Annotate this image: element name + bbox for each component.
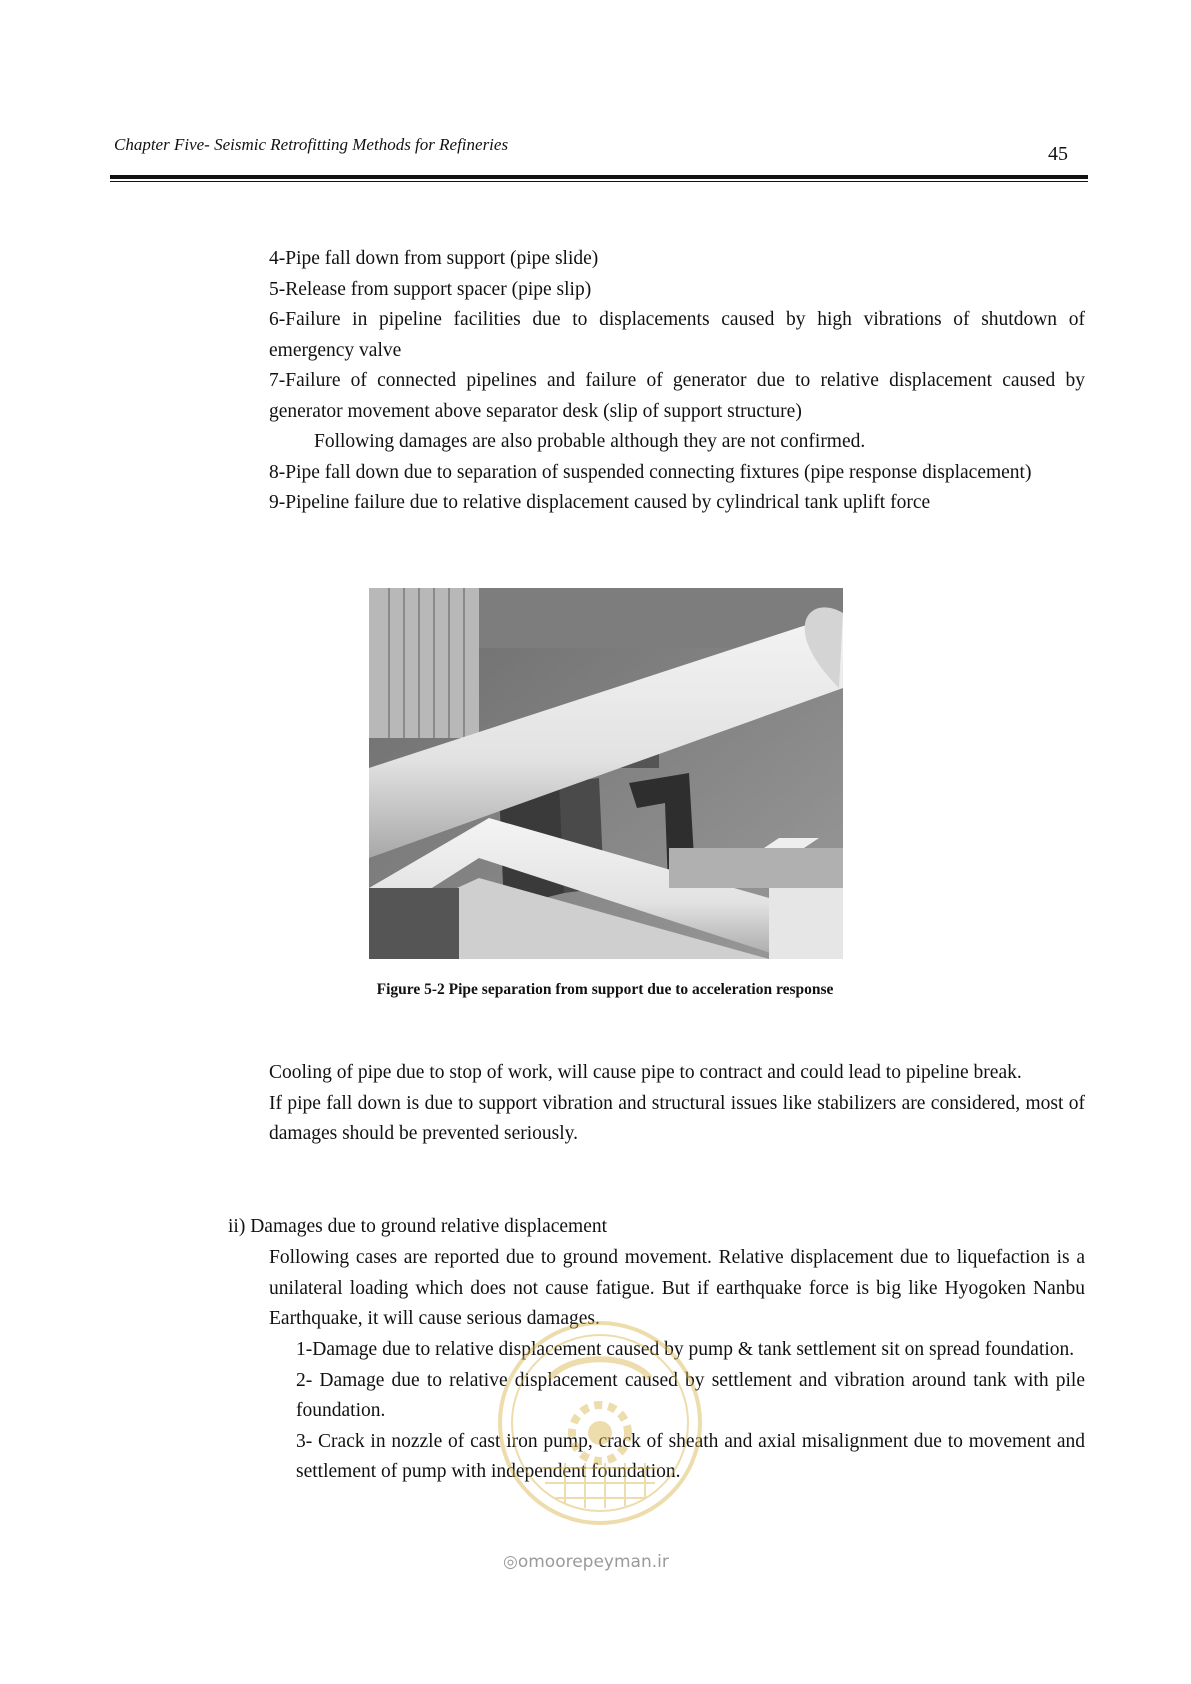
list-item: 8-Pipe fall down due to separation of suspended connecting fixtures (pipe response displacement): [269, 461, 1032, 483]
header-rule-thick: [110, 175, 1088, 179]
figure-caption: Figure 5-2 Pipe separation from support due to acceleration response: [376, 981, 834, 998]
running-head: Chapter Five- Seismic Retrofitting Methods for Refineries: [114, 135, 509, 154]
paragraph: Cooling of pipe due to stop of work, will cause pipe to contract and could lead to pipeline break.: [269, 1062, 1022, 1083]
pipe-support-photo: [369, 588, 843, 959]
paragraph: Following cases are reported due to ground movement. Relative displacement due to liquefaction is a unilateral loading which does not cause fatigue. But if earthquake force is big like Hyogoken Nanbu Earthquake, it will cause serious damages.: [269, 1247, 1085, 1329]
list-item: 1-Damage due to relative displacement caused by pump & tank settlement sit on spread foundation.: [296, 1339, 1075, 1360]
list-item: 9-Pipeline failure due to relative displacement caused by cylindrical tank uplift force: [269, 492, 931, 513]
section-heading: ii) Damages due to ground relative displacement: [228, 1216, 608, 1237]
list-item: 4-Pipe fall down from support (pipe slide): [269, 248, 599, 269]
paragraph: If pipe fall down is due to support vibration and structural issues like stabilizers are considered, most of damages should be prevented seriously.: [269, 1092, 1085, 1144]
watermark-seal: [495, 1318, 705, 1528]
list-item: 3- Crack in nozzle of cast iron pump, crack of sheath and axial misalignment due to movement and settlement of pump with independent foundation.: [296, 1430, 1085, 1482]
unconfirmed-note: Following damages are also probable although they are not confirmed.: [314, 431, 866, 452]
cooling-paragraph-block: [269, 1058, 1085, 1150]
watermark-url: ◎omoorepeyman.ir: [503, 1552, 669, 1572]
damage-list-block: [269, 244, 1085, 519]
list-item: 5-Release from support spacer (pipe slip): [269, 278, 592, 300]
list-item: 2- Damage due to relative displacement caused by settlement and vibration around tank with pile foundation.: [296, 1369, 1085, 1421]
list-item: 6-Failure in pipeline facilities due to displacements caused by high vibrations of shutdown of emergency valve: [269, 309, 1085, 361]
list-item: 7-Failure of connected pipelines and failure of generator due to relative displacement caused by generator movement above separator desk (slip of support structure): [269, 370, 1085, 422]
page-number: 45: [1048, 143, 1068, 165]
header-rule-thin: [110, 181, 1088, 182]
